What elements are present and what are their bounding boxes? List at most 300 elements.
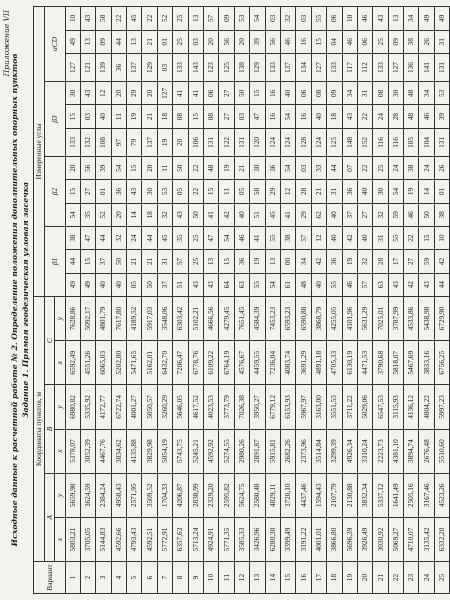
table-cell: 40 <box>357 226 372 249</box>
table-cell: 38 <box>280 226 295 249</box>
table-row <box>157 7 172 594</box>
table-cell: 54 <box>280 157 295 180</box>
header-beta2: β2 <box>44 157 65 227</box>
table-cell: 56 <box>80 157 95 180</box>
variant-cell: 2 <box>80 562 95 594</box>
table-cell: 127 <box>157 82 172 105</box>
table-cell: 40 <box>311 105 326 128</box>
table-cell: 1704,33 <box>157 473 172 517</box>
table-cell: 6130,19 <box>342 341 357 385</box>
table-cell: 121 <box>80 53 95 81</box>
table-cell: 49 <box>65 273 80 296</box>
variant-cell: 12 <box>234 562 249 594</box>
table-cell: 6280,30 <box>265 517 280 561</box>
table-cell: 7236,04 <box>265 341 280 385</box>
table-cell: 6303,42 <box>173 296 188 340</box>
table-cell: 55 <box>250 273 265 296</box>
header-point-c: C <box>44 296 55 384</box>
table-cell: 28 <box>296 180 311 203</box>
table-row <box>419 7 434 594</box>
table-cell: 4136,12 <box>404 385 419 429</box>
table-row <box>265 7 280 594</box>
table-cell: 22 <box>111 7 126 31</box>
table-cell: 7453,23 <box>265 296 280 340</box>
table-cell: 21 <box>234 157 249 180</box>
table-cell: 4576,67 <box>234 341 249 385</box>
table-cell: 45 <box>265 203 280 226</box>
table-cell: 4471,53 <box>357 341 372 385</box>
table-cell: 4381,10 <box>388 429 403 473</box>
table-cell: 43 <box>204 273 219 296</box>
table-cell: 57 <box>173 250 188 273</box>
table-cell: 46 <box>342 30 357 53</box>
table-cell: 40 <box>111 273 126 296</box>
table-cell: 48 <box>404 105 419 128</box>
table-cell: 4255,05 <box>327 296 342 340</box>
table-cell: 34 <box>419 82 434 105</box>
variant-cell: 23 <box>404 562 419 594</box>
table-cell: 43 <box>188 273 203 296</box>
variant-cell: 10 <box>204 562 219 594</box>
table-cell: 5378,07 <box>65 429 80 473</box>
table-cell: 16 <box>296 105 311 128</box>
table-cell: 24 <box>373 105 388 128</box>
table-cell: 2580,48 <box>250 473 265 517</box>
table-cell: 32 <box>373 203 388 226</box>
table-cell: 5696,39 <box>342 517 357 561</box>
table-cell: 08 <box>311 82 326 105</box>
table-cell: 2838,99 <box>188 473 203 517</box>
table-cell: 40 <box>280 82 295 105</box>
table-cell: 49 <box>434 7 449 31</box>
table-cell: 54 <box>250 7 265 31</box>
table-cell: 01 <box>434 180 449 203</box>
table-cell: 2891,87 <box>250 429 265 473</box>
table-cell: 137 <box>142 128 157 156</box>
table-cell: 01 <box>157 30 172 53</box>
table-cell: 08 <box>204 105 219 128</box>
table-cell: 08 <box>173 105 188 128</box>
table-cell: 4459,55 <box>250 341 265 385</box>
table-row <box>311 7 326 594</box>
table-cell: 131 <box>234 128 249 156</box>
table-cell: 27 <box>404 250 419 273</box>
table-cell: 3705,05 <box>80 517 95 561</box>
table-cell: 4023,53 <box>204 385 219 429</box>
table-cell: 34 <box>404 7 419 31</box>
table-row <box>127 7 142 594</box>
table-cell: 17 <box>388 250 403 273</box>
table-cell: 2682,26 <box>280 429 295 473</box>
table-cell: 19 <box>250 250 265 273</box>
header-x: x <box>55 429 66 473</box>
table-cell: 21 <box>142 250 157 273</box>
table-cell: 6590,88 <box>296 296 311 340</box>
table-cell: 5771,35 <box>219 517 234 561</box>
table-cell: 05 <box>127 273 142 296</box>
table-cell: 6980,82 <box>65 385 80 429</box>
table-cell: 131 <box>434 128 449 156</box>
table-cell: 32 <box>111 226 126 249</box>
table-cell: 20 <box>204 30 219 53</box>
table-cell: 125 <box>327 128 342 156</box>
table-row <box>373 7 388 594</box>
table-cell: 44 <box>65 250 80 273</box>
table-row <box>173 7 188 594</box>
table-row <box>280 7 295 594</box>
table-cell: 63 <box>373 273 388 296</box>
table-cell: 15 <box>204 180 219 203</box>
table-cell: 3514,84 <box>311 429 326 473</box>
table-cell: 31 <box>434 30 449 53</box>
table-cell: 22 <box>357 105 372 128</box>
table-cell: 09 <box>327 82 342 105</box>
variant-cell: 8 <box>173 562 188 594</box>
table-cell: 19 <box>219 157 234 180</box>
table-cell: 141 <box>419 53 434 81</box>
table-cell: 133 <box>65 128 80 156</box>
table-cell: 3834,62 <box>111 429 126 473</box>
table-cell: 47 <box>204 226 219 249</box>
table-cell: 13 <box>127 30 142 53</box>
table-cell: 19 <box>404 180 419 203</box>
table-cell: 36 <box>265 157 280 180</box>
table-cell: 40 <box>96 105 111 128</box>
table-cell: 45 <box>127 7 142 31</box>
variant-cell: 21 <box>373 562 388 594</box>
table-cell: 2384,24 <box>96 473 111 517</box>
table-cell: 5997,23 <box>434 385 449 429</box>
table-cell: 41 <box>204 203 219 226</box>
table-cell: 6065,03 <box>96 341 111 385</box>
table-cell: 55 <box>388 226 403 249</box>
table-row <box>404 7 419 594</box>
table-row <box>188 7 203 594</box>
table-cell: 41 <box>188 82 203 105</box>
table-cell: 33 <box>311 157 326 180</box>
table-cell: 50 <box>111 250 126 273</box>
table-cell: 47 <box>250 105 265 128</box>
table-cell: 31 <box>157 250 172 273</box>
table-cell: 58 <box>96 7 111 31</box>
table-cell: 3426,96 <box>250 517 265 561</box>
table-cell: 27 <box>219 105 234 128</box>
table-cell: 6432,70 <box>157 341 172 385</box>
table-row <box>96 7 111 594</box>
table-cell: 117 <box>342 53 357 81</box>
table-cell: 6109,22 <box>204 341 219 385</box>
table-cell: 7617,80 <box>111 296 126 340</box>
table-cell: 40 <box>327 226 342 249</box>
variant-cell: 11 <box>219 562 234 594</box>
table-cell: 24 <box>388 157 403 180</box>
table-cell: 55 <box>327 273 342 296</box>
table-cell: 31 <box>327 180 342 203</box>
table-cell: 2595,82 <box>219 473 234 517</box>
table-cell: 30 <box>142 180 157 203</box>
table-cell: 134 <box>296 53 311 81</box>
table-cell: 40 <box>357 180 372 203</box>
table-row <box>111 7 126 594</box>
table-cell: 59 <box>419 250 434 273</box>
table-cell: 79 <box>127 128 142 156</box>
table-cell: 20 <box>173 128 188 156</box>
table-cell: 20 <box>234 30 249 53</box>
document-title: Исходные данные к расчетной работе № 2. Определение положения дополнительных опорных пунктов <box>10 53 19 547</box>
table-cell: 24 <box>127 226 142 249</box>
table-cell: 112 <box>357 53 372 81</box>
variant-cell: 6 <box>142 562 157 594</box>
table-cell: 2107,79 <box>327 473 342 517</box>
table-cell: 55 <box>265 226 280 249</box>
table-cell: 5092,17 <box>80 296 95 340</box>
table-cell: 38 <box>404 157 419 180</box>
table-cell: 62 <box>311 203 326 226</box>
table-cell: 1594,43 <box>311 473 326 517</box>
table-cell: 09 <box>219 7 234 31</box>
table-cell: 30 <box>250 157 265 180</box>
table-cell: 127 <box>311 53 326 81</box>
table-cell: 10 <box>65 7 80 31</box>
variant-cell: 20 <box>357 562 372 594</box>
table-cell: 03 <box>157 53 172 81</box>
table-cell: 46 <box>404 203 419 226</box>
variant-cell: 24 <box>419 562 434 594</box>
table-cell: 4437,46 <box>296 473 311 517</box>
table-cell: 43 <box>80 7 95 31</box>
table-cell: 3030,92 <box>373 517 388 561</box>
table-cell: 3832,34 <box>357 473 372 517</box>
data-table <box>33 6 450 594</box>
table-cell: 36 <box>327 250 342 273</box>
table-cell: 48 <box>204 157 219 180</box>
table-cell: 32 <box>280 7 295 31</box>
table-cell: 39 <box>434 105 449 128</box>
table-cell: 42 <box>404 273 419 296</box>
table-cell: 28 <box>388 105 403 128</box>
table-row <box>388 7 403 594</box>
table-cell: 20 <box>65 157 80 180</box>
table-cell: 25 <box>373 157 388 180</box>
table-cell: 43 <box>342 105 357 128</box>
table-cell: 03 <box>265 7 280 31</box>
table-cell: 5510,60 <box>434 429 449 473</box>
table-cell: 124 <box>311 128 326 156</box>
table-cell: 5631,29 <box>357 296 372 340</box>
table-cell: 57 <box>204 7 219 31</box>
table-cell: 5029,06 <box>357 385 372 429</box>
table-cell: 25 <box>188 226 203 249</box>
table-cell: 4924,91 <box>204 517 219 561</box>
table-cell: 7628,86 <box>65 296 80 340</box>
table-row <box>234 7 249 594</box>
table-cell: 21 <box>142 105 157 128</box>
table-row <box>142 7 157 594</box>
table-cell: 4891,18 <box>311 341 326 385</box>
table-cell: 7025,01 <box>373 296 388 340</box>
table-cell: 26 <box>419 30 434 53</box>
table-cell: 5915,81 <box>265 429 280 473</box>
table-cell: 54 <box>388 180 403 203</box>
table-cell: 22 <box>404 226 419 249</box>
table-cell: 38 <box>65 226 80 249</box>
table-row <box>250 7 265 594</box>
table-cell: 4279,45 <box>219 296 234 340</box>
table-cell: 3720,10 <box>280 473 295 517</box>
table-cell: 39 <box>96 157 111 180</box>
table-cell: 7206,47 <box>173 341 188 385</box>
table-cell: 120 <box>250 128 265 156</box>
table-cell: 29 <box>296 203 311 226</box>
table-cell: 13 <box>80 30 95 53</box>
table-cell: 2571,95 <box>127 473 142 517</box>
table-cell: 21 <box>142 30 157 53</box>
table-cell: 21 <box>311 180 326 203</box>
table-cell: 30 <box>388 82 403 105</box>
table-cell: 5743,75 <box>173 429 188 473</box>
table-cell: 4172,77 <box>96 385 111 429</box>
table-cell: 49 <box>80 273 95 296</box>
table-cell: 54 <box>219 226 234 249</box>
table-cell: 52 <box>157 7 172 31</box>
table-cell: 3926,49 <box>357 517 372 561</box>
table-cell: 45 <box>157 226 172 249</box>
table-cell: 3773,79 <box>219 385 234 429</box>
table-cell: 09 <box>96 30 111 53</box>
table-cell: 3790,68 <box>373 341 388 385</box>
table-cell: 64 <box>219 273 234 296</box>
table-cell: 5162,01 <box>142 341 157 385</box>
table-cell: 52 <box>96 203 111 226</box>
table-cell: 104 <box>419 128 434 156</box>
table-row <box>219 7 234 594</box>
table-cell: 131 <box>204 128 219 156</box>
table-cell: 5054,19 <box>157 429 172 473</box>
table-cell: 18 <box>327 105 342 128</box>
table-cell: 4135,88 <box>127 429 142 473</box>
table-cell: 43 <box>173 203 188 226</box>
table-cell: 3548,06 <box>157 296 172 340</box>
table-cell: 30 <box>373 180 388 203</box>
table-cell: 4523,26 <box>434 473 449 517</box>
table-cell: 31 <box>357 82 372 105</box>
table-cell: 10 <box>434 226 449 249</box>
table-cell: 6778,76 <box>188 341 203 385</box>
table-cell: 06 <box>327 7 342 31</box>
table-cell: 03 <box>188 30 203 53</box>
table-cell: 2676,48 <box>419 429 434 473</box>
table-cell: 6593,23 <box>280 296 295 340</box>
table-cell: 5202,80 <box>111 341 126 385</box>
table-cell: 19 <box>342 250 357 273</box>
table-cell: 4592,92 <box>204 429 219 473</box>
table-cell: 27 <box>357 203 372 226</box>
table-cell: 4829,11 <box>265 473 280 517</box>
table-cell: 36 <box>234 250 249 273</box>
table-cell: 148 <box>342 128 357 156</box>
table-cell: 34 <box>296 250 311 273</box>
header-x: x <box>55 341 66 385</box>
table-cell: 3866,80 <box>327 517 342 561</box>
table-cell: 22 <box>357 157 372 180</box>
table-cell: 4083,74 <box>280 341 295 385</box>
variant-cell: 7 <box>157 562 172 594</box>
table-cell: 46 <box>357 7 372 31</box>
table-cell: 53 <box>434 82 449 105</box>
table-cell: 4666,56 <box>204 296 219 340</box>
table-cell: 5471,65 <box>127 341 142 385</box>
table-cell: 38 <box>404 30 419 53</box>
header-x: x <box>55 517 66 561</box>
table-cell: 5967,97 <box>296 385 311 429</box>
table-cell: 7026,38 <box>234 385 249 429</box>
table-cell: 129 <box>250 53 265 81</box>
table-cell: 152 <box>357 128 372 156</box>
table-cell: 07 <box>342 157 357 180</box>
table-cell: 61 <box>280 273 295 296</box>
table-cell: 25 <box>188 250 203 273</box>
table-cell: 5274,55 <box>219 429 234 473</box>
table-cell: 116 <box>388 128 403 156</box>
table-cell: 2980,26 <box>234 429 249 473</box>
table-cell: 03 <box>296 157 311 180</box>
table-cell: 50 <box>234 82 249 105</box>
variant-cell: 17 <box>311 562 326 594</box>
table-cell: 3787,99 <box>388 296 403 340</box>
table-cell: 43 <box>373 7 388 31</box>
table-cell: 128 <box>296 128 311 156</box>
table-cell: 4705,33 <box>327 341 342 385</box>
table-cell: 1641,49 <box>388 473 403 517</box>
table-cell: 3135,42 <box>419 517 434 561</box>
table-cell: 15 <box>127 157 142 180</box>
table-row <box>80 7 95 594</box>
table-cell: 106 <box>188 128 203 156</box>
header-y: y <box>55 385 66 429</box>
table-cell: 16 <box>265 82 280 105</box>
table-cell: 4592,51 <box>142 517 157 561</box>
table-cell: 3115,93 <box>388 385 403 429</box>
table-cell: 5102,21 <box>188 296 203 340</box>
table-cell: 6756,25 <box>434 341 449 385</box>
table-cell: 36 <box>111 53 126 81</box>
appendix-label: Приложение VII <box>2 10 11 77</box>
table-cell: 15 <box>219 250 234 273</box>
table-cell: 3624,59 <box>80 473 95 517</box>
table-cell: 22 <box>188 157 203 180</box>
table-cell: 137 <box>280 53 295 81</box>
table-cell: 13 <box>188 7 203 31</box>
table-cell: 137 <box>127 53 142 81</box>
table-cell: 25 <box>173 30 188 53</box>
table-cell: 124 <box>265 128 280 156</box>
table-cell: 06 <box>296 82 311 105</box>
table-cell: 46 <box>234 226 249 249</box>
table-cell: 29 <box>265 180 280 203</box>
table-cell: 4001,27 <box>127 385 142 429</box>
table-cell: 4793,43 <box>127 517 142 561</box>
table-cell: 5646,05 <box>173 385 188 429</box>
table-cell: 6779,12 <box>265 385 280 429</box>
table-cell: 124 <box>280 128 295 156</box>
table-cell: 42 <box>342 226 357 249</box>
table-cell: 123 <box>204 53 219 81</box>
table-row <box>65 7 80 594</box>
table-cell: 49 <box>419 7 434 31</box>
table-cell: 56 <box>219 30 234 53</box>
table-cell: 133 <box>265 53 280 81</box>
table-cell: 3894,74 <box>404 429 419 473</box>
